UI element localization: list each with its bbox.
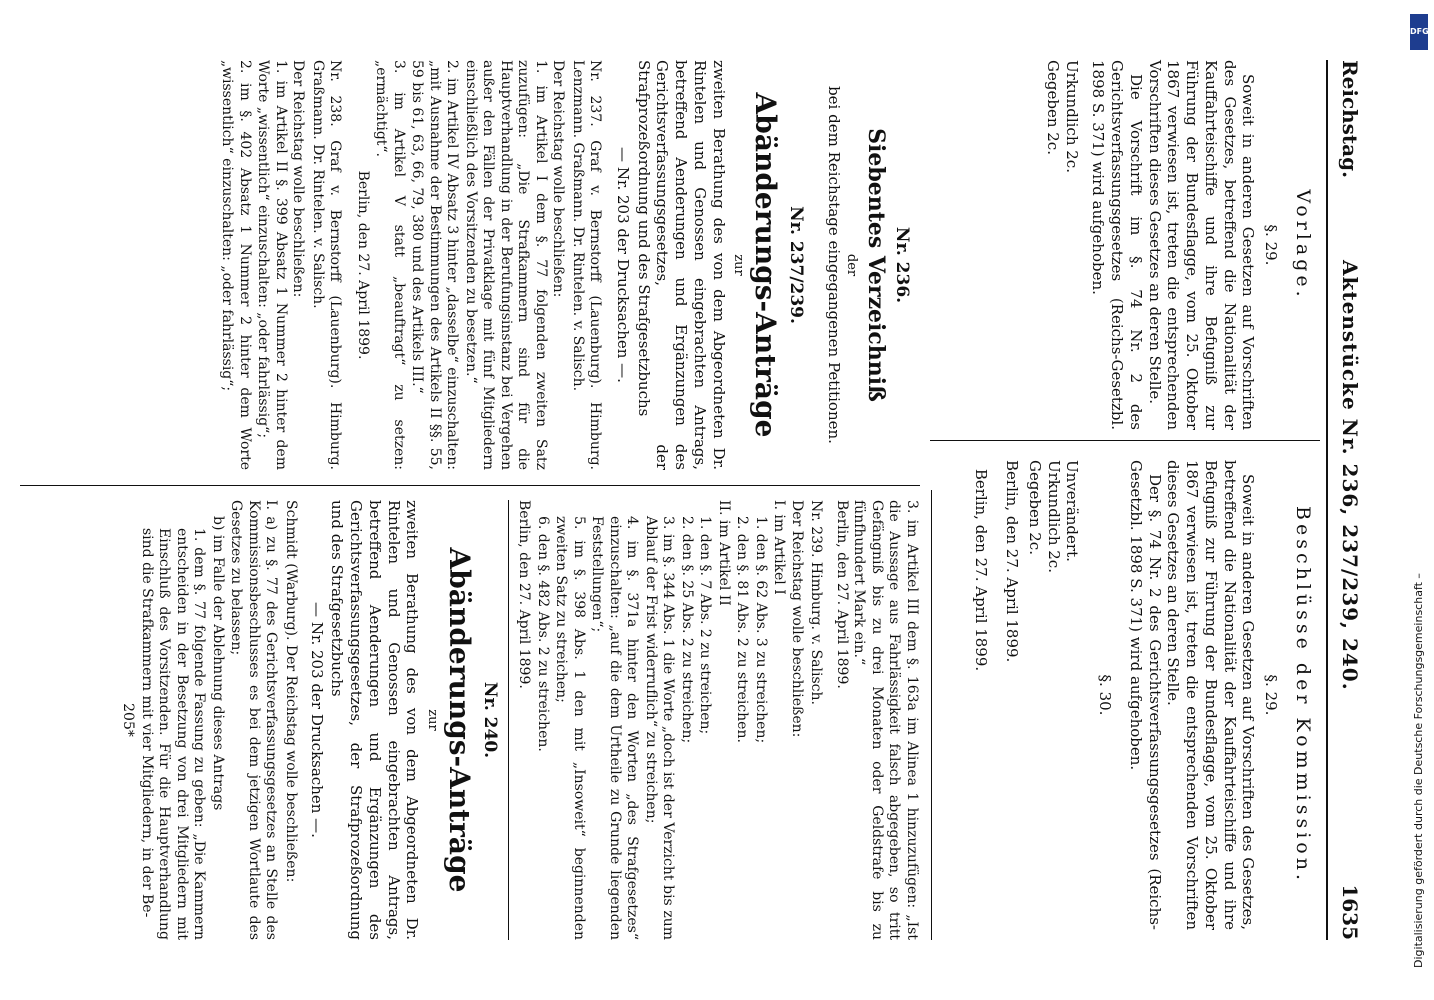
list-item: b) im Falle der Ablehnung dieses Antrags	[210, 516, 226, 811]
nr237-239-text: zweiten Berathung des von dem Abgeordneten Dr. Rintelen und Genossen eingebrachten Antrags, betreffend Aenderungen und Ergänzungen des Gerichtsverfassungsgesetzes, der Strafprozeßordnung und des Strafgesetzbuchs	[634, 60, 728, 470]
list-item: II. im Artikel II	[716, 500, 732, 606]
vorlage-title: Vorlage.	[1292, 189, 1314, 301]
digitization-credit	[1410, 8, 1430, 993]
nr240-rule	[508, 500, 509, 940]
list-item: 1. im Artikel I dem §. 77 folgenden zweiten Satz zuzufügen: „Die Strafkammern sind für die Hauptverhandlung in der Berufungsinstanz bei Vergehen außer den Fällen der Privatklage mit fünf Mitgliedern einschließlich des Vorsitzenden zu besetzen.“	[462, 60, 549, 470]
nr236-der: der	[844, 253, 860, 277]
list-item: 5. im §. 398 Abs. 1 den mit „Insoweit“ beginnenden zweiten Satz zu streichen;	[553, 516, 587, 940]
list-item: 3. im Artikel V statt „beauftragt“ zu setzen: „ermächtigt“.	[373, 60, 407, 470]
kommission-closing-2: Gegeben 2c.	[1026, 460, 1044, 555]
kommission-unchanged: Unverändert.	[1063, 460, 1082, 562]
page-number: 1635	[1338, 884, 1362, 940]
lower-right-column	[119, 500, 920, 940]
list-item: 1. den §. 62 Abs. 3 zu streichen;	[753, 516, 769, 744]
list-item: 2. den §. 81 Abs. 2 zu streichen.	[734, 516, 751, 743]
nr240-text: zweiten Berathung des von dem Abgeordneten Dr. Rintelen und Genossen eingebrachten Antrags, betreffend Aenderungen und Ergänzungen des Gerichtsverfassungsgesetzes, der Strafprozeßordnung und des Strafgesetzbuchs	[328, 500, 422, 940]
nr237-head: Nr. 237. Graf v. Bernstorff (Lauenburg). Himburg. Lenzmann. Graßmann. Dr. Rintelen. v. Salisch.	[569, 60, 604, 470]
nr239-intro: Der Reichstag wolle beschließen:	[789, 500, 805, 738]
dfg-logo: DFG	[1410, 14, 1428, 50]
vorlage-paragraph-no: §. 29.	[1262, 224, 1281, 266]
list-item: 1. den §. 7 Abs. 2 zu streichen;	[697, 516, 714, 735]
header-left: Reichstag.	[1338, 60, 1362, 179]
vorlage-column	[1043, 60, 1318, 430]
list-item: 3. im §. 344 Abs. 1 die Worte „doch ist der Verzicht bis zum Ablauf der Frist widerruflich“ zu streichen;	[643, 516, 677, 940]
nr240-ref: — Nr. 203 der Drucksachen —.	[307, 602, 326, 838]
list-item: 2. den §. 25 Abs. 2 zu streichen;	[679, 516, 695, 744]
list-item: 6. den §. 482 Abs. 2 zu streichen.	[535, 516, 551, 752]
nr236-number: Nr. 236.	[892, 226, 912, 304]
vorlage-closing-2: Gegeben 2c.	[1044, 60, 1062, 155]
nr237-date: Berlin, den 27. April 1899.	[354, 170, 371, 360]
list-item: 4. im §. 371a hinter den Worten „des Strafgesetzes“ einzuschalten: „auf die dem Urtheile zu Grunde liegenden Feststellungen“;	[589, 516, 641, 940]
credit-text: Digitalisierung gefördert durch die Deutsche Forschungsgemeinschaft –	[1412, 573, 1425, 968]
document-page	[0, 20, 1390, 980]
list-item: 2. im Artikel IV Absatz 3 hinter „dasselbe“ einzuschalten: „mit Ausnahme der Bestimmungen des Artikels II §§. 55, 59 bis 61, 63, 66, 79, 380 und des Artikels III.“	[409, 60, 461, 470]
nr240-number: Nr. 240.	[480, 681, 500, 759]
nr237-239-ref: — Nr. 203 der Drucksachen —.	[614, 147, 632, 383]
nr239-items	[534, 500, 788, 940]
list-item: 2. im §. 402 Absatz 1 Nummer 2 hinter dem Worte „wissentlich“ einzuschalten: „oder fahrlässig“;	[219, 60, 253, 470]
list-item: I. im Artikel I	[771, 500, 788, 595]
nr238-items	[218, 60, 289, 470]
nr237-239-title: Abänderungs-Anträge	[749, 92, 782, 438]
nr237-intro: Der Reichstag wolle beschließen:	[550, 60, 567, 298]
list-item: I. a) zu §. 77 des Gerichtsverfassungsgesetzes an Stelle des Kommissionsbeschlusses es bei dem jetzigen Wortlaute des Gesetzes zu belassen;	[228, 500, 280, 940]
kommission-text: Soweit in anderen Gesetzen auf Vorschriften des Gesetzes, betreffend die Nationalität der Kauffahrteischiffe und ihre Befugniß zur Führung der Bundesflagge, vom 25. Oktober 1867 verwiesen ist, treten die entsprechenden Vorschriften dieses Gesetzes an deren Stelle.	[1164, 460, 1258, 930]
nr239-date: Berlin, den 27. April 1899.	[516, 500, 533, 689]
kommission-date: Berlin, den 27. April 1899.	[1003, 460, 1022, 663]
kommission-title: Beschlüsse der Kommission.	[1292, 506, 1314, 884]
vorlage-text-2: Die Vorschrift im §. 74 Nr. 2 des Gerichtsverfassungsgesetzes (Reichs-Gesetzbl. 1898 S. 371) wird aufgehoben.	[1089, 60, 1145, 430]
vorlage-text: Soweit in anderen Gesetzen auf Vorschriften des Gesetzes, betreffend die Nationalität der Kauffahrteischiffe und ihre Befugniß zur Führung der Bundesflagge, vom 25. Oktober 1867 verwiesen ist, treten die entsprechenden Vorschriften dieses Gesetzes an deren Stelle.	[1145, 60, 1258, 430]
center-date: Berlin, den 27. April 1899.	[972, 468, 990, 672]
nr238-head: Nr. 238. Graf v. Bernstorff (Lauenburg). Himburg. Graßmann. Dr. Rintelen. v. Salisch.	[309, 60, 344, 470]
vorlage-closing-1: Urkundlich 2c.	[1062, 60, 1081, 173]
header-center: Aktenstücke Nr. 236, 237/239, 240.	[1338, 260, 1362, 691]
sheet-number: 205*	[120, 703, 137, 737]
art3-date: Berlin, den 27. April 1899.	[834, 500, 850, 689]
nr239-head: Nr. 239. Himburg. v. Salisch.	[808, 500, 825, 705]
nr238-intro: Der Reichstag wolle beschließen:	[290, 60, 307, 298]
kommission-closing-1: Urkundlich 2c.	[1044, 460, 1063, 573]
art3-text: 3. im Artikel III dem §. 163a im Alinea 1 hinzuzufügen: „Ist die Aussage aus Fahrlässigkeit falsch abgegeben, so tritt Gefängniß bis zu drei Monaten oder Geldstrafe bis zu fünfhundert Mark ein.“	[851, 500, 920, 940]
nr240-items	[138, 500, 280, 940]
nr237-239-zur: zur	[731, 254, 746, 276]
kommission-paragraph-no: §. 29.	[1262, 674, 1281, 716]
page-header	[1332, 60, 1362, 940]
nr236-subtitle: bei dem Reichstage eingegangenen Petitionen.	[825, 86, 843, 444]
header-rule	[1326, 60, 1328, 940]
nr240-title: Abänderungs-Anträge	[442, 547, 476, 893]
nr237-items	[372, 60, 549, 470]
nr240-zur: zur	[424, 709, 440, 731]
list-item: 1. dem §. 77 folgende Fassung zu geben: „Die Kammern entscheiden in der Besetzung von drei Mitgliedern mit Einschluß des Vorsitzenden. Für die Hauptverhandlung sind die Strafkammern mit vier Mitgliedern, in der Be-	[139, 528, 208, 940]
nr237-239-number: Nr. 237/239.	[786, 206, 807, 324]
nr236-title: Siebentes Verzeichniß	[862, 128, 889, 402]
kommission-column	[1003, 460, 1319, 930]
nr240-head: Schmidt (Warburg). Der Reichstag wolle beschließen:	[283, 500, 299, 883]
lower-left-column	[217, 60, 920, 470]
middle-rule	[931, 490, 932, 940]
list-item: 1. im Artikel II §. 399 Absatz 1 Nummer 2 hinter dem Worte „wissentlich“ einzuschalten: „oder fahrlässig“;	[255, 60, 289, 470]
kommission-text-2: Der §. 74 Nr. 2 des Gerichtsverfassungsgesetzes (Reichs-Gesetzbl. 1898 S. 371) wird aufgehoben.	[1127, 460, 1164, 930]
lower-divider	[20, 485, 920, 486]
kommission-paragraph-30: §. 30.	[1096, 674, 1115, 716]
